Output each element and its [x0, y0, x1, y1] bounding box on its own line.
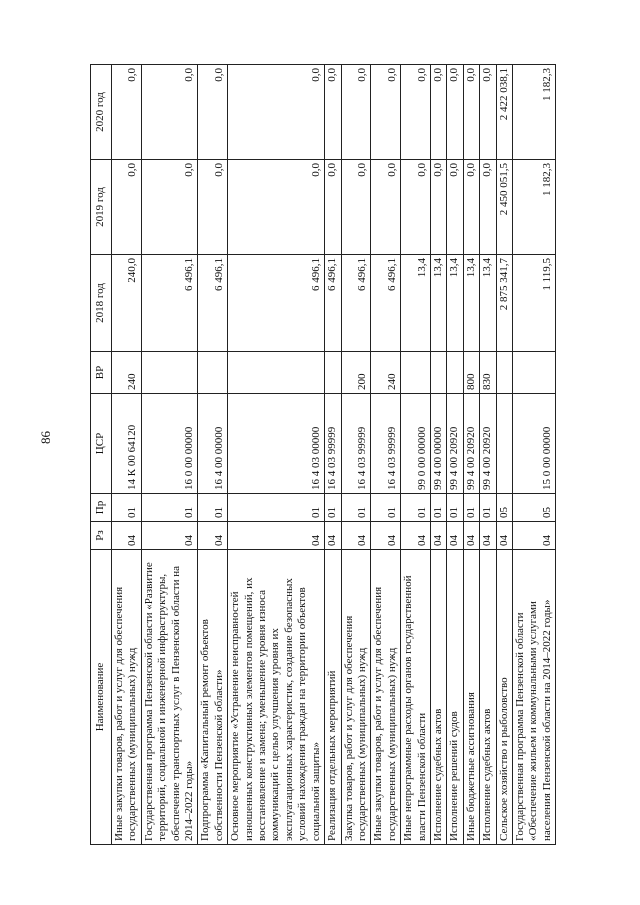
row-2020: 2 422 038,1 — [496, 65, 512, 160]
row-pr: 01 — [198, 494, 228, 522]
table-row — [447, 65, 463, 845]
row-2018: 6 496,1 — [371, 255, 401, 352]
row-csr: 16 0 00 00000 — [141, 394, 198, 494]
row-2019: 0,0 — [371, 160, 401, 255]
row-2020: 0,0 — [447, 65, 463, 160]
row-rz: 04 — [112, 522, 142, 550]
row-rz: 04 — [371, 522, 401, 550]
row-2020: 0,0 — [401, 65, 431, 160]
col-header-2018: 2018 год — [91, 255, 112, 352]
row-name: Государственная программа Пензенской области «Развитие территорий, социальной и инженерной инфраструктуры, обеспечение транспортных услуг в Пензенской области на 2014–2022 годы» — [141, 550, 198, 845]
table-row — [512, 65, 555, 845]
row-2018: 13,4 — [463, 255, 479, 352]
row-name: Закупка товаров, работ и услуг для обеспечения государственных (муниципальных) нужд — [341, 550, 371, 845]
row-name: Иные бюджетные ассигнования — [463, 550, 479, 845]
row-2018: 6 496,1 — [141, 255, 198, 352]
col-header-vr: ВР — [91, 352, 112, 394]
row-2019: 0,0 — [463, 160, 479, 255]
row-2019: 0,0 — [112, 160, 142, 255]
row-2019: 0,0 — [447, 160, 463, 255]
row-name: Исполнение судебных актов — [430, 550, 446, 845]
row-name: Иные закупки товаров, работ и услуг для обеспечения государственных (муниципальных) нужд — [112, 550, 142, 845]
row-pr: 01 — [463, 494, 479, 522]
row-name: Иные закупки товаров, работ и услуг для обеспечения государственных (муниципальных) нужд — [371, 550, 401, 845]
row-2020: 0,0 — [341, 65, 371, 160]
row-2018: 6 496,1 — [341, 255, 371, 352]
row-name: Государственная программа Пензенской области «Обеспечение жильем и коммунальными услугами населения Пензенской области на 2014–2022 годы» — [512, 550, 555, 845]
table-row — [112, 65, 142, 845]
row-2018: 13,4 — [401, 255, 431, 352]
col-header-2019: 2019 год — [91, 160, 112, 255]
row-vr — [401, 352, 431, 394]
row-rz: 04 — [512, 522, 555, 550]
table-row — [325, 65, 341, 845]
row-csr: 99 4 00 00000 — [430, 394, 446, 494]
row-2018: 2 875 341,7 — [496, 255, 512, 352]
row-vr — [447, 352, 463, 394]
row-2018: 13,4 — [447, 255, 463, 352]
row-name: Основное мероприятие «Устранение неисправностей изношенных конструктивных элементов помещений, их восстановление и замена; уменьшение уровня износа коммуникаций с целью улучшения уровня их эксплуатационных характеристик, создание безопасных условий нахождения граждан на территории объектов социальной защиты» — [228, 550, 325, 845]
row-vr — [430, 352, 446, 394]
row-2020: 0,0 — [198, 65, 228, 160]
col-header-pr: Пр — [91, 494, 112, 522]
row-vr — [325, 352, 341, 394]
budget-table — [90, 64, 556, 845]
row-rz: 04 — [325, 522, 341, 550]
row-vr — [512, 352, 555, 394]
page-number: 86 — [38, 431, 53, 444]
table-row — [496, 65, 512, 845]
col-header-rz: Рз — [91, 522, 112, 550]
row-pr: 01 — [480, 494, 496, 522]
row-vr: 240 — [112, 352, 142, 394]
row-pr: 01 — [371, 494, 401, 522]
row-csr: 16 4 03 99999 — [341, 394, 371, 494]
row-pr: 01 — [447, 494, 463, 522]
row-name: Подпрограмма «Капитальный ремонт объектов собственности Пензенской области» — [198, 550, 228, 845]
row-pr: 01 — [112, 494, 142, 522]
row-csr: 99 4 00 20920 — [463, 394, 479, 494]
row-2019: 2 450 051,5 — [496, 160, 512, 255]
row-csr: 16 4 03 00000 — [228, 394, 325, 494]
row-rz: 04 — [430, 522, 446, 550]
row-csr: 14 К 00 64120 — [112, 394, 142, 494]
row-2020: 0,0 — [112, 65, 142, 160]
row-rz: 04 — [480, 522, 496, 550]
row-name: Реализация отдельных мероприятий — [325, 550, 341, 845]
row-2020: 0,0 — [480, 65, 496, 160]
row-pr: 05 — [496, 494, 512, 522]
row-2018: 240,0 — [112, 255, 142, 352]
row-vr: 830 — [480, 352, 496, 394]
row-rz: 04 — [447, 522, 463, 550]
row-pr: 01 — [401, 494, 431, 522]
row-pr: 01 — [141, 494, 198, 522]
row-2018: 6 496,1 — [228, 255, 325, 352]
table-row — [463, 65, 479, 845]
row-vr: 200 — [341, 352, 371, 394]
row-2019: 0,0 — [228, 160, 325, 255]
row-pr: 01 — [430, 494, 446, 522]
row-vr — [228, 352, 325, 394]
row-2019: 0,0 — [480, 160, 496, 255]
row-csr: 16 4 03 99999 — [371, 394, 401, 494]
rotated-table-container — [90, 65, 553, 845]
row-2019: 0,0 — [325, 160, 341, 255]
row-2018: 6 496,1 — [198, 255, 228, 352]
row-name: Сельское хозяйство и рыболовство — [496, 550, 512, 845]
table-row — [371, 65, 401, 845]
row-2018: 13,4 — [480, 255, 496, 352]
row-2018: 13,4 — [430, 255, 446, 352]
row-rz: 04 — [228, 522, 325, 550]
row-name: Иные непрограммные расходы органов государственной власти Пензенской области — [401, 550, 431, 845]
row-vr — [198, 352, 228, 394]
row-vr — [141, 352, 198, 394]
row-rz: 04 — [141, 522, 198, 550]
row-csr: 99 0 00 00000 — [401, 394, 431, 494]
row-name: Исполнение судебных актов — [480, 550, 496, 845]
row-rz: 04 — [198, 522, 228, 550]
row-rz: 04 — [401, 522, 431, 550]
row-csr: 16 4 03 99999 — [325, 394, 341, 494]
row-pr: 01 — [325, 494, 341, 522]
row-csr: 16 4 00 00000 — [198, 394, 228, 494]
row-pr: 01 — [228, 494, 325, 522]
row-pr: 01 — [341, 494, 371, 522]
table-row — [141, 65, 198, 845]
row-2020: 0,0 — [371, 65, 401, 160]
table-row — [198, 65, 228, 845]
row-2020: 1 182,3 — [512, 65, 555, 160]
row-vr: 800 — [463, 352, 479, 394]
row-2019: 0,0 — [198, 160, 228, 255]
col-header-csr: ЦСР — [91, 394, 112, 494]
row-vr: 240 — [371, 352, 401, 394]
row-2019: 0,0 — [401, 160, 431, 255]
table-header-row — [91, 65, 112, 845]
table-row — [341, 65, 371, 845]
row-name: Исполнение решений судов — [447, 550, 463, 845]
table-row — [430, 65, 446, 845]
row-2019: 0,0 — [430, 160, 446, 255]
row-csr — [496, 394, 512, 494]
col-header-name: Наименование — [91, 550, 112, 845]
row-2019: 0,0 — [341, 160, 371, 255]
row-2020: 0,0 — [430, 65, 446, 160]
row-csr: 15 0 00 00000 — [512, 394, 555, 494]
row-csr: 99 4 00 20920 — [480, 394, 496, 494]
table-row — [228, 65, 325, 845]
row-2020: 0,0 — [325, 65, 341, 160]
row-2020: 0,0 — [141, 65, 198, 160]
row-2018: 6 496,1 — [325, 255, 341, 352]
table-row — [401, 65, 431, 845]
row-2020: 0,0 — [228, 65, 325, 160]
row-pr: 05 — [512, 494, 555, 522]
row-csr: 99 4 00 20920 — [447, 394, 463, 494]
row-2019: 0,0 — [141, 160, 198, 255]
row-rz: 04 — [463, 522, 479, 550]
row-2019: 1 182,3 — [512, 160, 555, 255]
table-row — [480, 65, 496, 845]
col-header-2020: 2020 год — [91, 65, 112, 160]
row-rz: 04 — [496, 522, 512, 550]
row-2020: 0,0 — [463, 65, 479, 160]
row-vr — [496, 352, 512, 394]
row-rz: 04 — [341, 522, 371, 550]
row-2018: 1 119,5 — [512, 255, 555, 352]
